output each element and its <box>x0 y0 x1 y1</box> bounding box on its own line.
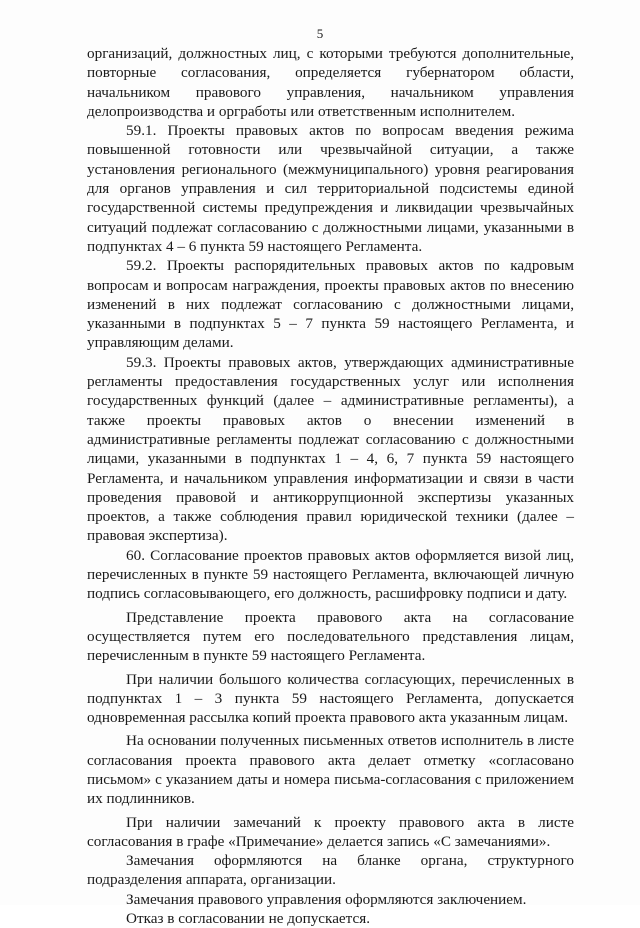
paragraph: При наличии замечаний к проекту правового акта в листе согласования в графе «Примечание» делается запись «С замечаниями». <box>87 813 574 850</box>
paragraph: Замечания оформляются на бланке органа, структурного подразделения аппарата, организации. <box>87 852 574 889</box>
paragraph: Представление проекта правового акта на согласование осуществляется путем его последовательного представления лицам, перечисленным в пункте 59 настоящего Регламента. <box>87 608 574 665</box>
paragraph: 59.1. Проекты правовых актов по вопросам введения режима повышенной готовности или чрезвычайной ситуации, а также установления регионального (межмуниципального) уровня реагирования для органов управления и сил территориальной подсистемы единой государственной системы предупреждения и ликвидации чрезвычайных ситуаций подлежат согласованию с должностными лицами, указанными в подпунктах 4 – 6 пункта 59 настоящего Регламента. <box>87 122 574 255</box>
paragraph: Отказ в согласовании не допускается. <box>126 910 371 928</box>
paragraph: Замечания правового управления оформляются заключением. <box>126 890 527 908</box>
document-body <box>87 44 574 928</box>
paragraph: 59.3. Проекты правовых актов, утверждающих административные регламенты предоставления государственных услуг или исполнения государственных функций (далее – административные регламенты), а также проекты правовых актов о внесении изменений в административные регламенты подлежат согласованию с должностными лицами, указанными в подпунктах 1 – 4, 6, 7 пункта 59 настоящего Регламента, и начальником управления информатизации и связи в части проведения правовой и антикоррупционной экспертизы указанных проектов, а также соблюдения правил юридической техники (далее – правовая экспертиза). <box>87 353 574 545</box>
paragraph: На основании полученных письменных ответов исполнитель в листе согласования проекта правового акта делает отметку «согласовано письмом» с указанием даты и номера письма-согласования с приложением их подлинников. <box>87 732 574 808</box>
paragraph: При наличии большого количества согласующих, перечисленных в подпунктах 1 – 3 пункта 59 настоящего Регламента, допускается одновременная рассылка копий проекта правового акта указанным лицам. <box>87 670 574 727</box>
page-number: 5 <box>316 26 324 41</box>
paragraph: 60. Согласование проектов правовых актов оформляется визой лиц, перечисленных в пункте 59 настоящего Регламента, включающей личную подпись согласовывающего, его должность, расшифровку подписи и дату. <box>87 546 574 603</box>
paragraph: 59.2. Проекты распорядительных правовых актов по кадровым вопросам и вопросам награждения, проекты правовых актов по внесению изменений в них подлежат согласованию с должностными лицами, указанными в подпунктах 5 – 7 пункта 59 настоящего Регламента, и управляющим делами. <box>87 257 574 352</box>
paragraph: организаций, должностных лиц, с которыми требуются дополнительные, повторные согласования, определяется губернатором области, начальником правового управления, начальником управления делопроизводства и оргработы или ответственным исполнителем. <box>87 45 574 120</box>
